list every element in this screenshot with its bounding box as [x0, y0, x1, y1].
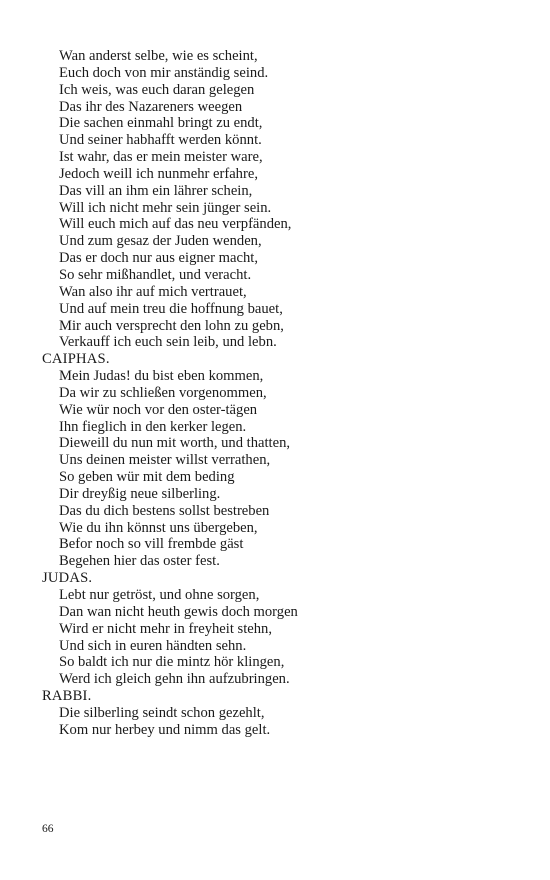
verse-line: Mein Judas! du bist eben kommen,: [59, 368, 264, 385]
verse-line: Wan also ihr auf mich vertrauet,: [59, 283, 247, 300]
page-number: 66: [42, 823, 54, 835]
verse-line: Ist wahr, das er mein meister ware,: [59, 149, 263, 166]
speaker-name: CAIPHAS.: [42, 351, 110, 368]
verse-line: Uns deinen meister willst verrathen,: [59, 452, 271, 469]
verse-line: Und auf mein treu die hoffnung bauet,: [59, 300, 283, 317]
verse-line: Ich weis, was euch daran gelegen: [59, 81, 255, 98]
verse-line: Verkauff ich euch sein leib, und lebn.: [59, 334, 277, 351]
verse-line: So geben wür mit dem beding: [59, 469, 235, 486]
verse-line: Will euch mich auf das neu verpfänden,: [59, 216, 292, 233]
speaker-name: JUDAS.: [42, 570, 93, 587]
verse-line: Die silberling seindt schon gezehlt,: [59, 704, 265, 721]
verse-line: Wie wür noch vor den oster-tägen: [59, 401, 258, 418]
verse-line: Mir auch versprecht den lohn zu gebn,: [59, 317, 284, 334]
verse-line: Befor noch so vill frembde gäst: [59, 536, 244, 553]
verse-line: Will ich nicht mehr sein jünger sein.: [59, 199, 272, 216]
verse-line: Werd ich gleich gehn ihn aufzubringen.: [59, 671, 290, 688]
verse-line: Wird er nicht mehr in freyheit stehn,: [59, 620, 272, 637]
verse-line: Die sachen einmahl bringt zu endt,: [59, 115, 263, 132]
verse-line: Und seiner habhafft werden könnt.: [59, 132, 262, 149]
verse-line: Das vill an ihm ein lährer schein,: [59, 182, 253, 199]
verse-line: Wie du ihn könnst uns übergeben,: [59, 519, 258, 536]
verse-line: Begehen hier das oster fest.: [59, 553, 220, 570]
verse-line: Und zum gesaz der Juden wenden,: [59, 233, 262, 250]
verse-line: So baldt ich nur die mintz hör klingen,: [59, 654, 285, 671]
verse-line: Dieweill du nun mit worth, und thatten,: [59, 435, 291, 452]
verse-text: [42, 48, 512, 739]
verse-line: Ihn fieglich in den kerker legen.: [59, 418, 247, 435]
verse-line: Kom nur herbey und nimm das gelt.: [59, 721, 271, 738]
verse-line: Das ihr des Nazareners weegen: [59, 98, 243, 115]
verse-line: Lebt nur getröst, und ohne sorgen,: [59, 587, 260, 603]
verse-line: So sehr mißhandlet, und veracht.: [59, 266, 252, 283]
verse-line: Jedoch weill ich nunmehr erfahre,: [59, 165, 258, 182]
verse-line: Dir dreyßig neue silberling.: [59, 485, 221, 502]
verse-line: Das er doch nur aus eigner macht,: [59, 250, 258, 267]
verse-line: Das du dich bestens sollst bestreben: [59, 502, 270, 519]
verse-line: Euch doch von mir anständig seind.: [59, 64, 269, 81]
verse-line: Dan wan nicht heuth gewis doch morgen: [59, 603, 298, 620]
speaker-name: RABBI.: [42, 688, 92, 705]
verse-line: Und sich in euren händten sehn.: [59, 637, 247, 654]
verse-line: Da wir zu schließen vorgenommen,: [59, 384, 267, 401]
verse-line: Wan anderst selbe, wie es scheint,: [59, 48, 258, 64]
